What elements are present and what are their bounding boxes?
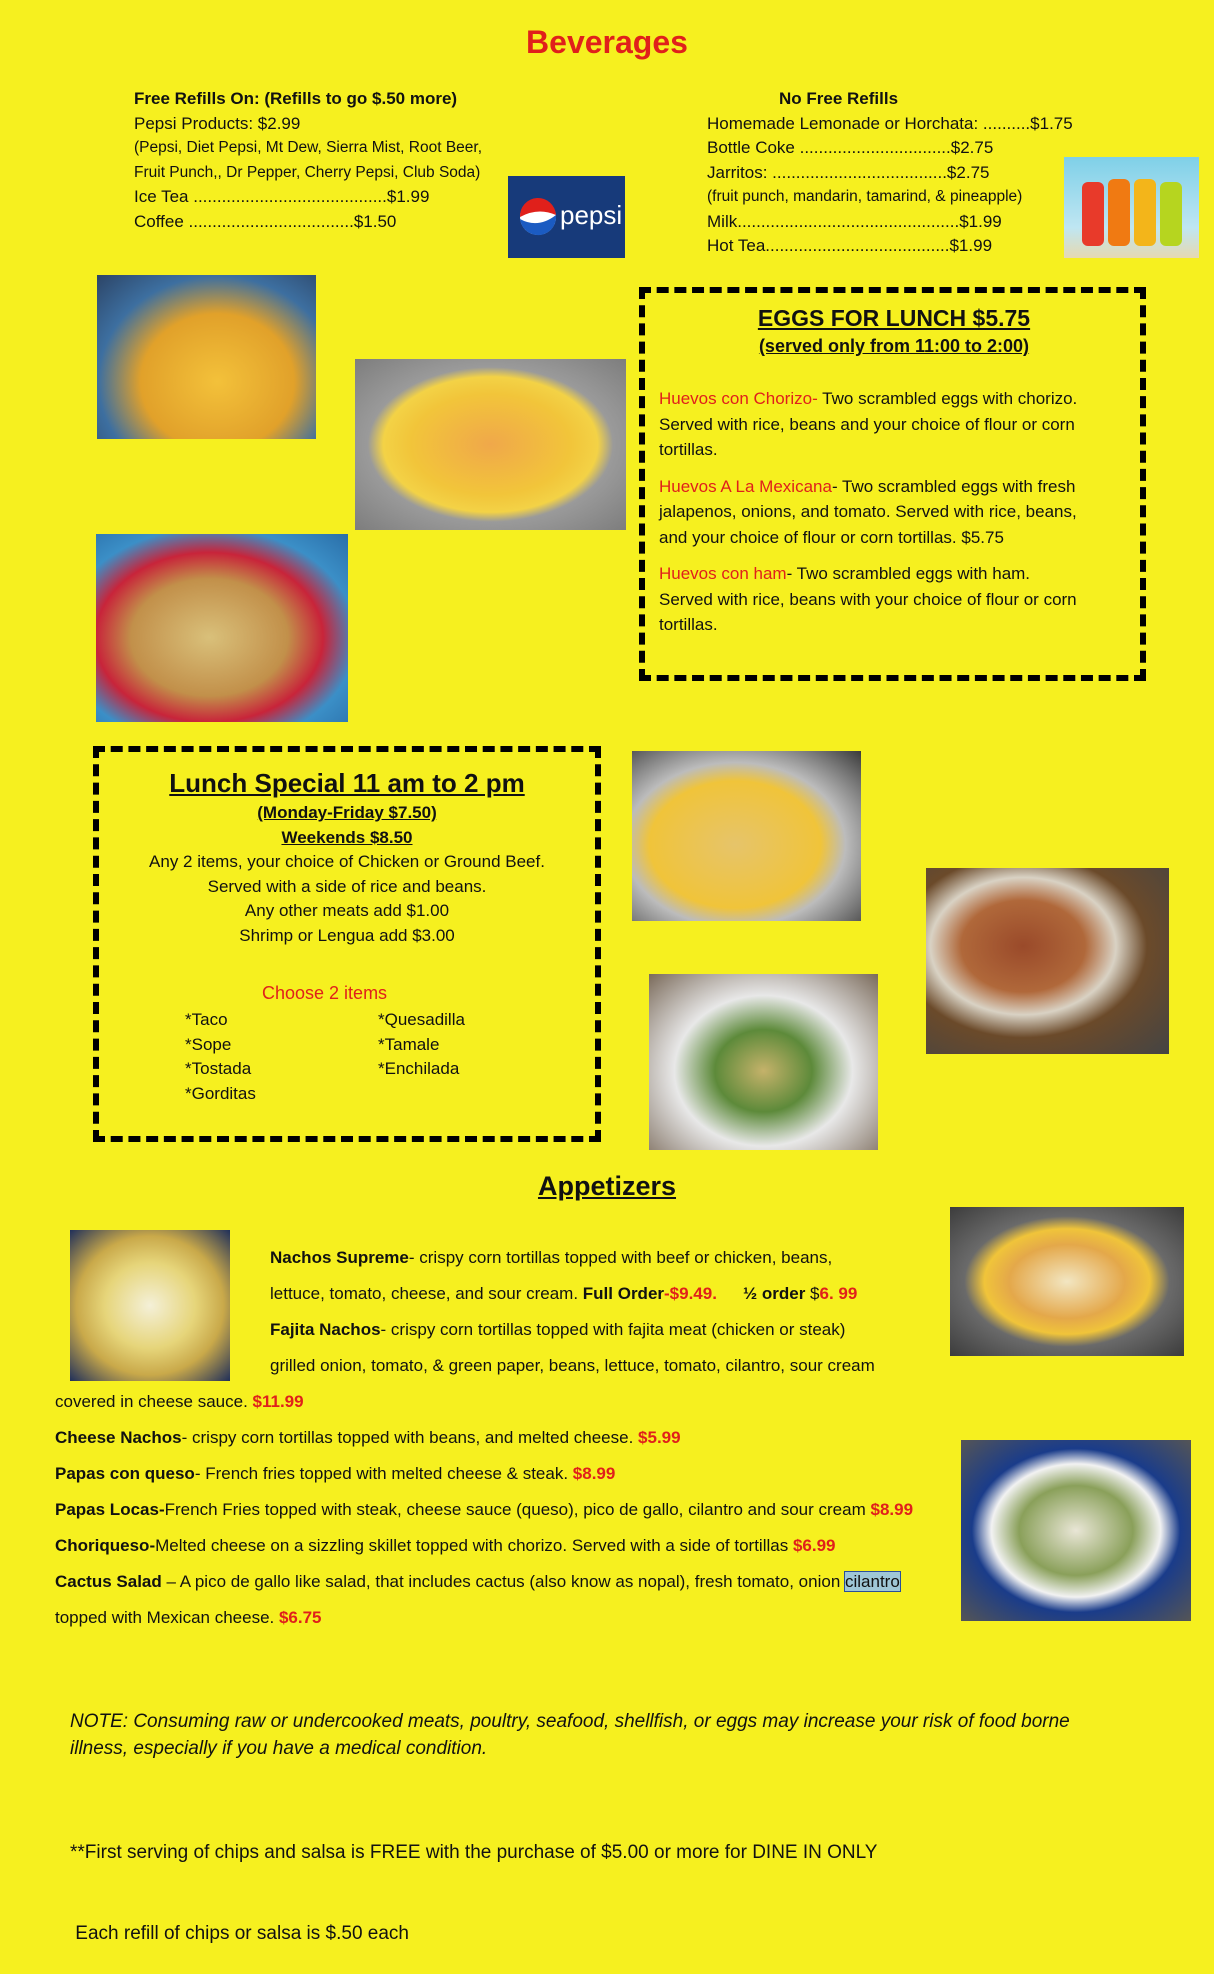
jarritos-flavors: (fruit punch, mandarin, tamarind, & pineapple) (707, 188, 1023, 205)
lunch-special-content (99, 765, 595, 948)
half-order-price-prefix: $ (805, 1284, 820, 1303)
lunch-item: *Enchilada (378, 1059, 460, 1078)
egg-item-name: Huevos con Chorizo- (659, 389, 818, 408)
food-photo-plate-2 (355, 359, 626, 530)
chips-line: Each refill of chips or salsa is $.50 each (70, 1923, 410, 1944)
chips-line: **First serving of chips and salsa is FREE with the purchase of $5.00 or more for DINE IN ONLY (70, 1842, 878, 1863)
eggs-content (659, 302, 1129, 638)
egg-item-chorizo (659, 386, 1129, 463)
egg-item-desc: Served with rice, beans with your choice of flour or corn (659, 589, 1077, 609)
lunch-items-col-1 (185, 1008, 256, 1106)
note-line: NOTE: Consuming raw or undercooked meats, poultry, seafood, shellfish, or eggs may increase your risk of food borne (70, 1711, 1070, 1732)
food-photo-nachos-tray (649, 974, 878, 1150)
lunch-item: *Taco (185, 1010, 228, 1029)
note-line: illness, especially if you have a medical condition. (70, 1738, 488, 1759)
half-order-label: ½ order (742, 1284, 806, 1303)
item-name: Papas Locas- (55, 1500, 165, 1519)
beverages-title: Beverages (526, 24, 688, 60)
jarritos-bottles-photo (1064, 157, 1199, 258)
pepsi-logo-text: pepsi (560, 200, 623, 230)
item-desc: topped with Mexican cheese. (55, 1608, 279, 1627)
lemonade-item: Homemade Lemonade or Horchata: ..........$1.75 (707, 113, 1073, 133)
food-photo-skillet (926, 868, 1169, 1054)
egg-item-name: Huevos A La Mexicana (659, 476, 832, 496)
item-name: Nachos Supreme (270, 1248, 409, 1267)
eggs-title: EGGS FOR LUNCH $5.75 (757, 305, 1031, 331)
item-desc: - crispy corn tortillas topped with beans, and melted cheese. (181, 1428, 639, 1447)
item-desc: – A pico de gallo like salad, that includes cactus (also know as nopal), fresh tomato, onion (161, 1572, 845, 1591)
egg-item-mexicana (659, 474, 1129, 551)
food-photo-cactus-salad (961, 1440, 1191, 1621)
lunch-items-col-2 (378, 1008, 465, 1082)
free-refills-heading: Free Refills On: (Refills to go $.50 more) (134, 89, 458, 108)
full-order-label: Full Order (582, 1284, 665, 1303)
lunch-title: Lunch Special 11 am to 2 pm (169, 768, 525, 798)
item-desc: - crispy corn tortillas topped with fajita meat (chicken or steak) (380, 1320, 846, 1339)
appetizers-title: Appetizers (537, 1171, 677, 1201)
egg-item-desc: jalapenos, onions, and tomato. Served with rice, beans, (659, 502, 1077, 521)
coffee-item: Coffee ...................................$1.50 (134, 211, 397, 231)
egg-item-ham (659, 561, 1129, 638)
lunch-item: *Tamale (378, 1034, 440, 1054)
jarritos-item: Jarritos: .....................................$2.75 (707, 162, 990, 182)
item-desc: covered in cheese sauce. (55, 1392, 253, 1411)
egg-item-desc: and your choice of flour or corn tortillas. $5.75 (659, 527, 1004, 547)
hot-tea-item: Hot Tea.......................................$1.99 (707, 236, 993, 255)
egg-item-name: Huevos con ham (659, 564, 787, 583)
selected-text-highlight[interactable]: cilantro (845, 1572, 900, 1591)
lunch-item: *Gorditas (185, 1083, 256, 1103)
half-order-price: 6. 99 (819, 1284, 858, 1303)
food-photo-plate-4 (632, 751, 861, 921)
item-name: Cactus Salad (55, 1572, 162, 1591)
no-refills-heading: No Free Refills (779, 89, 899, 108)
bottle-coke-item: Bottle Coke ................................$2.75 (707, 138, 994, 157)
cactus-price: $6.75 (278, 1608, 322, 1627)
papas-locas-price: $8.99 (870, 1500, 914, 1519)
lunch-item: *Tostada (185, 1059, 252, 1078)
egg-item-desc: - Two scrambled eggs with fresh (831, 476, 1076, 496)
lunch-item: *Quesadilla (378, 1010, 465, 1029)
milk-item: Milk...............................................$1.99 (707, 211, 1002, 231)
item-desc: - crispy corn tortillas topped with beef or chicken, beans, (408, 1248, 833, 1267)
lunch-weekday-price: (Monday-Friday $7.50) (257, 803, 437, 822)
papas-queso-price: $8.99 (572, 1464, 616, 1483)
egg-item-desc: tortillas. (659, 440, 718, 459)
egg-item-desc: Two scrambled eggs with chorizo. (817, 389, 1078, 408)
lunch-line: Shrimp or Lengua add $3.00 (239, 925, 455, 945)
lunch-line: Served with a side of rice and beans. (207, 876, 487, 896)
item-name: Cheese Nachos (55, 1428, 182, 1447)
lunch-line: Any other meats add $1.00 (244, 901, 450, 920)
ice-tea-item: Ice Tea .........................................$1.99 (134, 187, 430, 206)
choose-items-heading: Choose 2 items (262, 983, 388, 1003)
item-name: Papas con queso (55, 1464, 195, 1483)
no-refills-section (707, 87, 1107, 259)
item-name: Choriqueso- (55, 1536, 156, 1555)
eggs-subtitle: (served only from 11:00 to 2:00) (758, 336, 1030, 356)
cheese-price: $5.99 (638, 1428, 681, 1447)
food-photo-nachos-supreme (70, 1230, 230, 1381)
pepsi-list-2: Fruit Punch,, Dr Pepper, Cherry Pepsi, Club Soda) (134, 163, 481, 181)
egg-item-desc: Served with rice, beans and your choice of flour or corn (659, 414, 1075, 434)
pepsi-list-1: (Pepsi, Diet Pepsi, Mt Dew, Sierra Mist, Root Beer, (134, 139, 483, 156)
free-refills-section (134, 87, 534, 234)
item-name: Fajita Nachos (270, 1320, 381, 1339)
egg-item-desc: - Two scrambled eggs with ham. (786, 564, 1031, 583)
pepsi-logo (508, 176, 625, 258)
item-desc: Melted cheese on a sizzling skillet topped with chorizo. Served with a side of tortillas (155, 1536, 793, 1555)
fajita-price: $11.99 (252, 1392, 304, 1411)
full-order-price: -$9.49. (664, 1284, 717, 1303)
appetizer-list (55, 1384, 913, 1636)
item-desc: grilled onion, tomato, & green paper, beans, lettuce, tomato, cilantro, sour cream (270, 1356, 875, 1375)
lunch-weekend-price: Weekends $8.50 (281, 827, 413, 847)
item-desc: French Fries topped with steak, cheese sauce (queso), pico de gallo, cilantro and sour cream (164, 1500, 871, 1519)
pepsi-products: Pepsi Products: $2.99 (134, 113, 301, 133)
nachos-supreme-item (270, 1240, 875, 1384)
egg-item-desc: tortillas. (659, 615, 718, 634)
food-photo-plate-3 (96, 534, 348, 722)
choriqueso-price: $6.99 (792, 1536, 836, 1555)
item-desc: lettuce, tomato, cheese, and sour cream. (270, 1284, 583, 1303)
lunch-line: Any 2 items, your choice of Chicken or Ground Beef. (149, 852, 545, 871)
lunch-item: *Sope (185, 1034, 232, 1054)
food-safety-note (70, 1708, 1070, 1762)
item-desc: - French fries topped with melted cheese & steak. (194, 1464, 573, 1483)
food-photo-plate-1 (97, 275, 316, 439)
food-photo-appetizer-plate (950, 1207, 1184, 1356)
chips-note (70, 1785, 877, 1974)
